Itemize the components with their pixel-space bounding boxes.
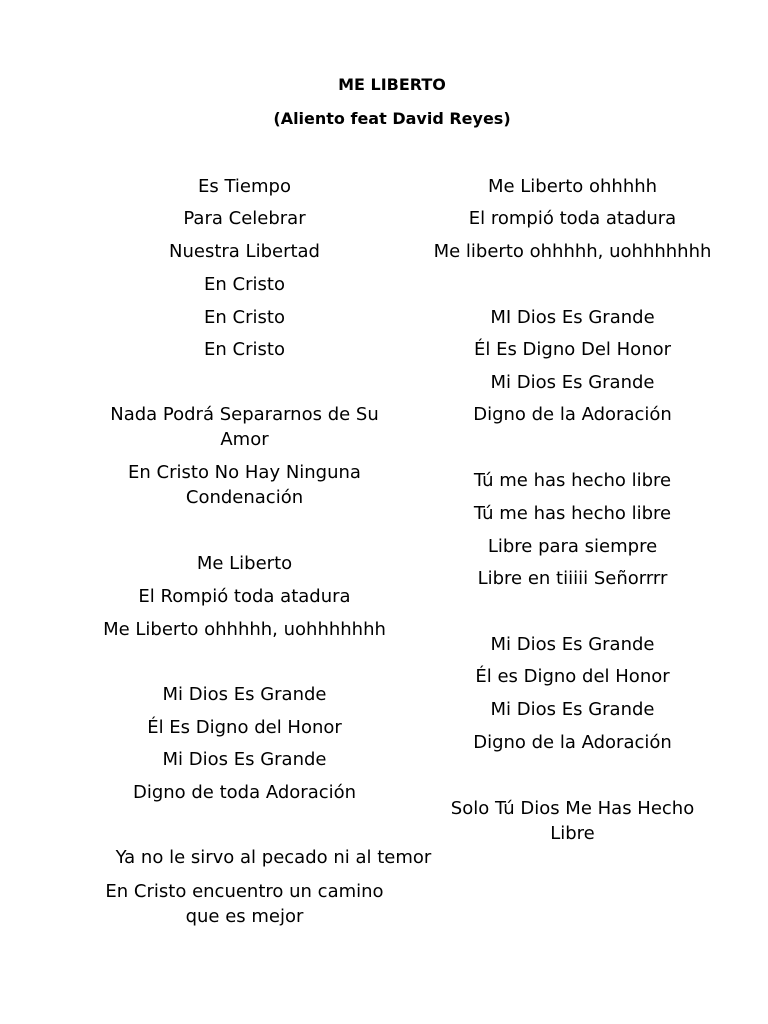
lyric-line: Me Liberto ohhhhh <box>487 176 658 197</box>
lyric-line: Nada Podrá Separarnos de Su Amor <box>110 404 379 450</box>
song-subtitle: (Aliento feat David Reyes) <box>273 109 511 128</box>
lyric-line: Para Celebrar <box>183 208 306 229</box>
lyric-line: Me Liberto ohhhhh, uohhhhhhh <box>103 619 386 640</box>
lyric-line: Me Liberto <box>196 553 293 574</box>
lyric-line: En Cristo No Hay Ninguna Condenación <box>128 462 361 508</box>
lyric-line: Digno de toda Adoración <box>132 782 357 803</box>
lyric-line: MI Dios Es Grande <box>490 307 655 328</box>
lyric-line: Tú me has hecho libre <box>473 503 672 524</box>
lyric-line: Solo Tú Dios Me Has Hecho Libre <box>450 798 695 844</box>
lyric-line: Mi Dios Es Grande <box>162 684 327 705</box>
lyric-line: Él es Digno del Honor <box>475 666 670 687</box>
lyric-line: Ya no le sirvo al pecado ni al temor <box>115 847 432 868</box>
song-title: ME LIBERTO <box>338 75 446 94</box>
lyric-line: Digno de la Adoración <box>473 732 672 753</box>
lyric-line: Mi Dios Es Grande <box>490 372 655 393</box>
lyric-line: En Cristo <box>204 339 285 360</box>
lyric-line: Es Tiempo <box>198 176 291 197</box>
lyric-line: El Rompió toda atadura <box>138 586 351 607</box>
lyric-line: Él Es Digno del Honor <box>147 717 342 738</box>
lyric-line: En Cristo <box>204 307 285 328</box>
lyric-line: Libre en tiiiii Señorrrr <box>477 568 668 589</box>
lyric-line: Digno de la Adoración <box>473 404 672 425</box>
lyric-line: Nuestra Libertad <box>169 241 320 262</box>
lyric-line: Mi Dios Es Grande <box>490 699 655 720</box>
lyric-line: Libre para siempre <box>487 536 658 557</box>
lyric-line: Me liberto ohhhhh, uohhhhhhh <box>433 241 712 262</box>
lyric-line: Tú me has hecho libre <box>473 470 672 491</box>
lyric-line: El rompió toda atadura <box>468 208 677 229</box>
lyric-line: Mi Dios Es Grande <box>490 634 655 655</box>
lyric-line: En Cristo encuentro un camino que es mejor <box>105 881 384 927</box>
lyric-line: Mi Dios Es Grande <box>162 749 327 770</box>
lyric-line: En Cristo <box>204 274 285 295</box>
lyric-line: Él Es Digno Del Honor <box>473 339 672 360</box>
